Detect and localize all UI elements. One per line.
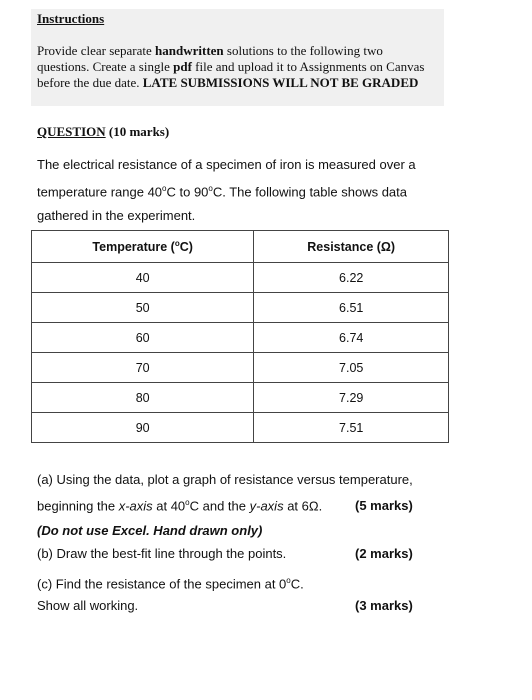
instr-text-late: LATE SUBMISSIONS WILL NOT BE GRADED xyxy=(142,75,419,90)
temperature-cell: 80 xyxy=(32,383,254,413)
question-heading xyxy=(37,124,169,140)
part-c-marks: (3 marks) xyxy=(355,598,413,613)
part-c-line-1: (c) Find the resistance of the specimen at 0$^o$C. xyxy=(37,576,304,592)
instructions-text xyxy=(37,43,437,91)
table-row xyxy=(32,323,449,353)
temperature-cell: 70 xyxy=(32,353,254,383)
instr-text-handwritten: handwritten xyxy=(155,43,224,58)
part-c-line-2: Show all working. xyxy=(37,598,139,613)
table-row xyxy=(32,413,449,443)
temperature-cell: 90 xyxy=(32,413,254,443)
part-a-note: (Do not use Excel. Hand drawn only) xyxy=(37,523,263,538)
temperature-header: Temperature ($^o$C) xyxy=(32,231,254,263)
part-b-text: (b) Draw the best-fit line through the points. xyxy=(37,546,287,561)
question-label: QUESTION xyxy=(37,124,106,139)
part-a-line-2: beginning the x-axis at 40$^o$C and the y-axis at 6Ω. xyxy=(37,498,323,514)
temperature-cell: 40 xyxy=(32,263,254,293)
degree-symbol: o xyxy=(208,184,213,193)
resistance-cell: 7.05 xyxy=(254,353,449,383)
data-table xyxy=(31,230,449,443)
intro-text-3: C. The following table shows data gathered in the experiment. xyxy=(37,184,408,224)
temperature-cell: 50 xyxy=(32,293,254,323)
resistance-cell: 6.51 xyxy=(254,293,449,323)
table-row xyxy=(32,353,449,383)
table-row xyxy=(32,383,449,413)
resistance-cell: 6.74 xyxy=(254,323,449,353)
part-a-line-1: (a) Using the data, plot a graph of resistance versus temperature, xyxy=(37,472,413,487)
resistance-cell: 7.51 xyxy=(254,413,449,443)
question-intro xyxy=(37,153,457,228)
resistance-cell: 6.22 xyxy=(254,263,449,293)
part-a-marks: (5 marks) xyxy=(355,498,413,513)
temperature-cell: 60 xyxy=(32,323,254,353)
intro-text-1: The electrical resistance of a specimen of iron is measured over a temperature range 40 xyxy=(37,157,416,200)
part-b-marks: (2 marks) xyxy=(355,546,413,561)
table-row xyxy=(32,293,449,323)
degree-symbol: o xyxy=(162,184,167,193)
instr-text-1: Provide clear separate xyxy=(37,43,156,58)
instr-text-2: solutions to the following two questions. Create a single xyxy=(37,43,383,74)
intro-text-2: C to 90 xyxy=(166,184,209,200)
table-header-row xyxy=(32,231,449,263)
table-row xyxy=(32,263,449,293)
instr-text-pdf: pdf xyxy=(173,59,192,74)
resistance-header: Resistance (Ω) xyxy=(254,231,449,263)
resistance-cell: 7.29 xyxy=(254,383,449,413)
instr-text-3: file and upload it to Assignments on Canvas before the due date. xyxy=(37,59,425,90)
question-marks: (10 marks) xyxy=(108,124,170,139)
instructions-title: Instructions xyxy=(37,11,105,26)
